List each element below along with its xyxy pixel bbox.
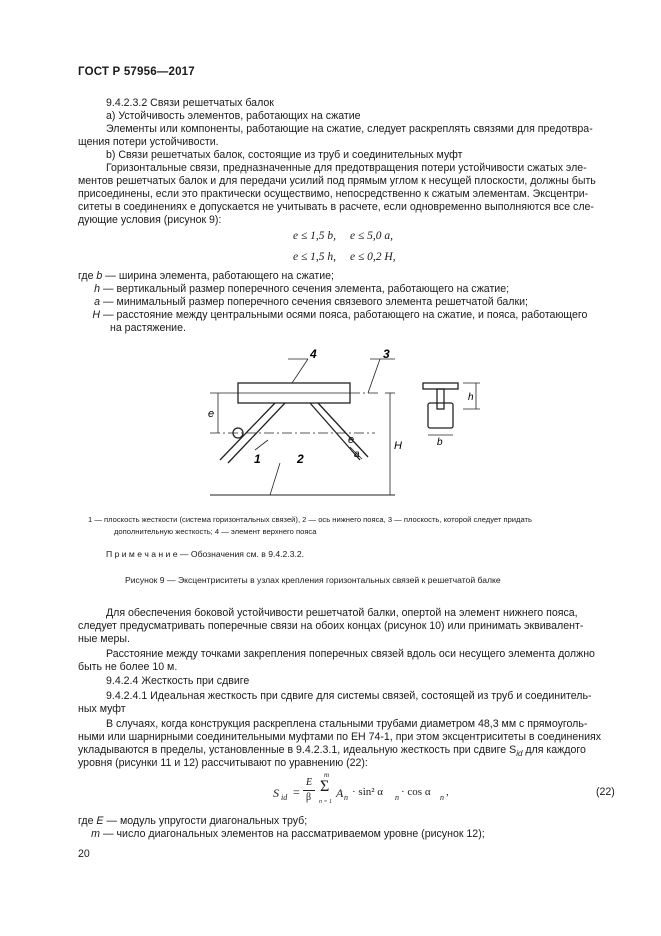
paragraph-line: для каждого — [522, 744, 586, 756]
label-e-right: e — [348, 434, 355, 446]
symbol-b: b — [96, 270, 103, 282]
eq-A: A — [336, 786, 344, 800]
paragraph-line: Горизонтальные связи, предназначенные для предотвращения потери устойчивости сжатых эле- — [106, 162, 587, 174]
note-text: — Обозначения см. в 9.4.2.3.2. — [177, 549, 305, 559]
paragraph-line: щения потери устойчивости. — [78, 136, 219, 148]
paragraph-line: ментов решетчатых балок и для передачи усилий под прямым углом к несущей плоскости, должны быть — [78, 175, 596, 187]
note-label: П р и м е ч а н и е — [106, 549, 178, 559]
eq-lhs-sub: id — [281, 793, 288, 802]
paragraph-line: присоединены, если это практически осуществимо, непосредственно к сжатым элементам. Эксцентри- — [78, 188, 589, 200]
paragraph-line: следует предусматривать поперечные связи на обоих концах (рисунок 10) или принимать эквивалент- — [78, 620, 584, 632]
paragraph-line: Элементы или компоненты, работающие на сжатие, следует раскреплять связями для предотвра- — [106, 123, 593, 135]
eq-comma: , — [446, 786, 449, 798]
label-H: H — [394, 440, 402, 452]
eq-numerator: E — [306, 777, 313, 788]
definition-text: на растяжение. — [110, 322, 186, 334]
eq-cos: · cos α — [401, 786, 431, 798]
section-heading: ных муфт — [78, 703, 126, 715]
eq-sign: = — [293, 785, 300, 799]
item-b: b) Связи решетчатых балок, состоящие из труб и соединительных муфт — [106, 149, 463, 161]
figure-9-diagram — [180, 345, 500, 505]
label-2: 2 — [297, 452, 304, 466]
symbol-H: H — [92, 309, 100, 321]
document-header: ГОСТ Р 57956—2017 — [78, 66, 195, 78]
paragraph-line: быть не более 10 м. — [78, 661, 178, 673]
eq-A-sub: n — [344, 793, 348, 802]
paragraph-line: ные меры. — [78, 633, 130, 645]
item-a: a) Устойчивость элементов, работающих на сжатие — [106, 110, 361, 122]
paragraph-line: дующие условия (рисунок 9): — [78, 214, 222, 226]
section-heading: 9.4.2.4 Жесткость при сдвиге — [106, 675, 250, 687]
page-number: 20 — [78, 848, 90, 860]
symbol-a: a — [94, 296, 100, 308]
symbol-h: h — [94, 283, 100, 295]
equation-number: (22) — [596, 786, 615, 798]
eq-sum: Σ — [320, 778, 330, 795]
definition-text: — модуль упругости диагональных труб; — [106, 815, 308, 827]
eq-sum-bottom: n = 1 — [319, 799, 333, 805]
symbol-E: E — [96, 815, 104, 827]
definition-text: — минимальный размер поперечного сечения связевого элемента решетчатой балки; — [103, 296, 528, 308]
condition: e ≤ 1,5 h, — [293, 251, 337, 263]
eq-cos-sub: n — [440, 793, 444, 802]
figure-caption: Рисунок 9 — Эксцентриситеты в узлах крепления горизонтальных связей к решетчатой балке — [125, 575, 501, 585]
paragraph-line: ными или шарнирными соединительными муфтами по ЕН 74-1, при этом эксцентриситеты в соединениях — [78, 731, 602, 743]
subscript: id — [516, 749, 523, 759]
label-1: 1 — [254, 452, 261, 466]
equation-22 — [273, 771, 453, 814]
condition: e ≤ 0,2 H, — [350, 251, 396, 263]
definition-text: — ширина элемента, работающего на сжатие; — [105, 270, 334, 282]
paragraph-line: В случаях, когда конструкция раскреплена стальными трубами диаметром 48,3 мм с прямоуголь- — [106, 718, 588, 730]
eq-sin: · sin² α — [352, 786, 384, 798]
paragraph-line: Для обеспечения боковой устойчивости решетчатой балки, опертой на элемент нижнего пояса, — [106, 607, 578, 619]
definition-text: — вертикальный размер поперечного сечения элемента, работающего на сжатие; — [103, 283, 510, 295]
condition: e ≤ 5,0 a, — [350, 230, 394, 242]
figure-legend: 1 — плоскость жесткости (система горизонтальных связей), 2 — ось нижнего пояса, 3 — плоскость, которой следует придать — [88, 515, 532, 524]
eq-lhs: S — [273, 786, 279, 800]
paragraph-line: ситеты в соединениях e допускается не учитывать в расчете, если одновременно выполняются все сле- — [78, 201, 594, 213]
section-heading: 9.4.2.4.1 Идеальная жесткость при сдвиге для системы связей, состоящей из труб и соединитель- — [106, 690, 592, 702]
where-label: где — [78, 815, 94, 827]
symbol-m: m — [91, 828, 100, 840]
section-heading: 9.4.2.3.2 Связи решетчатых балок — [106, 97, 274, 109]
figure-legend: дополнительную жесткость; 4 — элемент верхнего пояса — [114, 527, 317, 536]
where-label: где — [78, 270, 94, 282]
eq-sin-sub: n — [395, 793, 399, 802]
label-a: a — [354, 449, 360, 460]
brace-left — [220, 403, 275, 460]
definition-text: — расстояние между центральными осями пояса, работающего на сжатие, и пояса, работающего — [103, 309, 588, 321]
paragraph-line: укладываются в пределы, установленные в 9.4.2.3.1, идеальную жесткость при сдвиге S — [78, 744, 517, 756]
eq-sum-top: m — [324, 771, 330, 779]
label-b: b — [437, 437, 443, 448]
eq-denominator: β — [306, 792, 312, 803]
brace-right — [310, 403, 360, 460]
definition-text: — число диагональных элементов на рассматриваемом уровне (рисунок 12); — [103, 828, 485, 840]
label-e-left: e — [208, 408, 215, 420]
label-h: h — [468, 392, 474, 403]
paragraph-line: Расстояние между точками закрепления поперечных связей вдоль оси несущего элемента должно — [106, 648, 595, 660]
label-3: 3 — [383, 347, 390, 361]
condition: e ≤ 1,5 b, — [293, 230, 337, 242]
label-4: 4 — [310, 347, 317, 361]
paragraph-line: уровня (рисунки 11 и 12) рассчитывают по уравнению (22): — [78, 757, 368, 769]
